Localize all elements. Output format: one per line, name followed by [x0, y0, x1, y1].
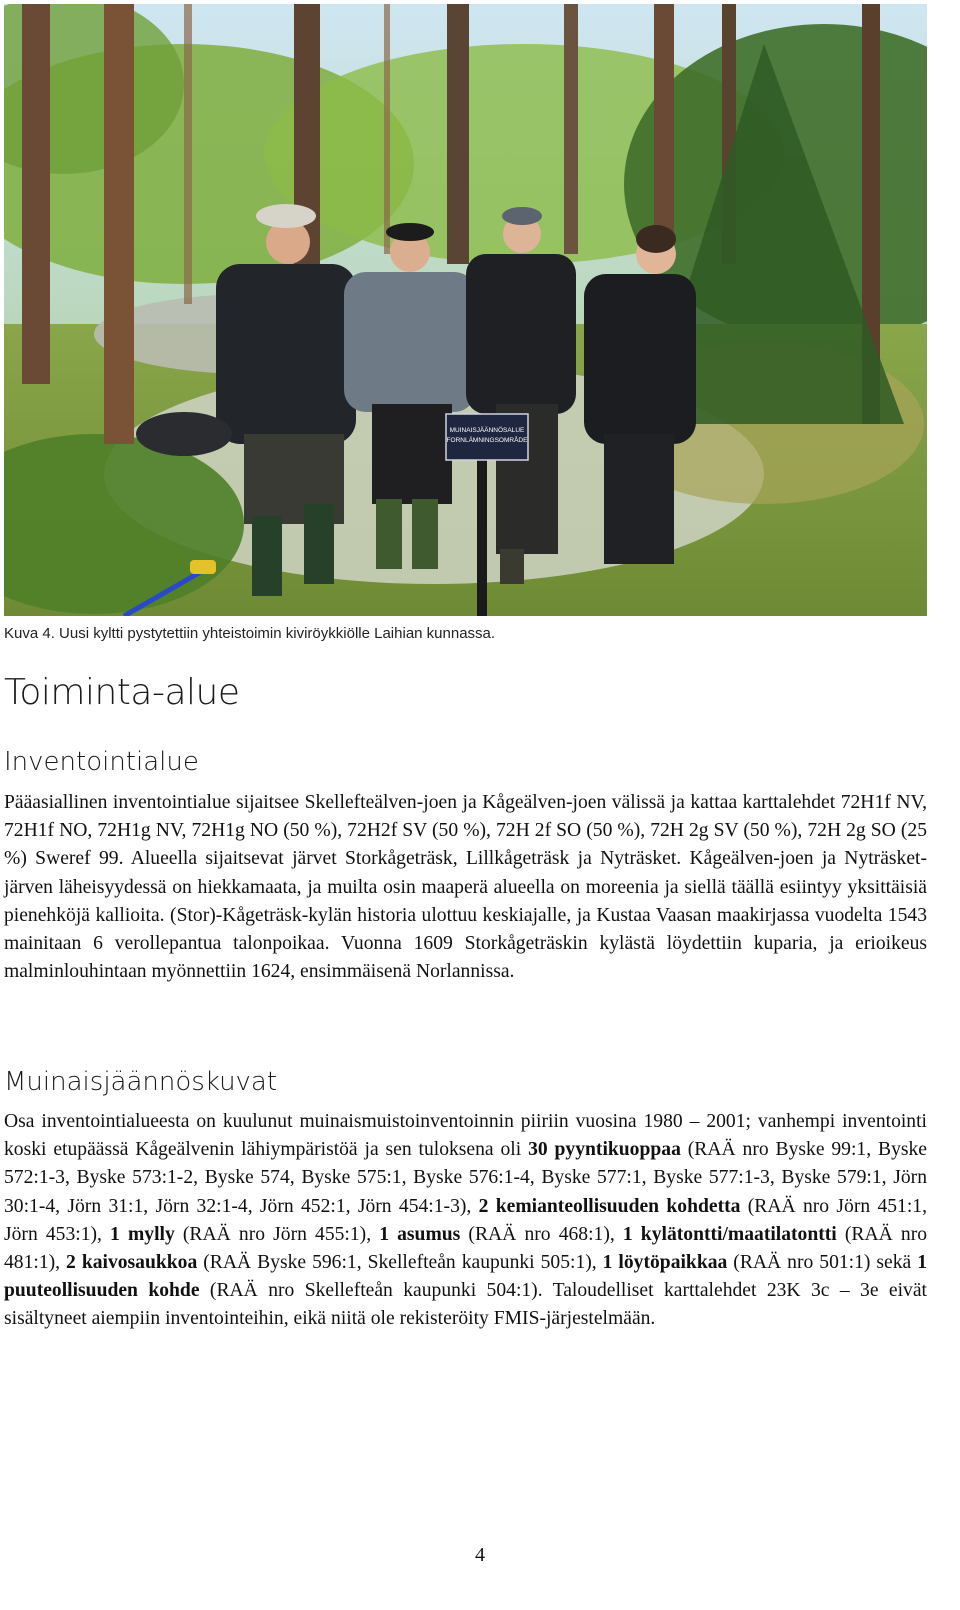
section-text-muinaisjaannoskuvat: [4, 1108, 927, 1334]
bold-segment: 1 asumus: [379, 1223, 461, 1245]
text-segment: (RAÄ nro Jörn 455:1),: [174, 1223, 380, 1245]
figure-caption: Kuva 4. Uusi kyltti pystytettiin yhteistoimin kiviröykkiölle Laihian kunnassa.: [4, 625, 496, 642]
text-segment: (RAÄ nro Jörn 451:1, Jörn 453:1),: [4, 1195, 927, 1245]
text-segment: (RAÄ nro Skellefteån kaupunki 504:1). Taloudelliset karttalehdet 23K 3c – 3e eivät sisältyneet aiempiin inventointeihin, eikä niitä ole rekisteröity FMIS-järjestelmään.: [4, 1280, 927, 1330]
shovel-grip: [190, 560, 216, 574]
text-segment: (RAÄ Byske 596:1, Skellefteån kaupunki 505:1),: [197, 1252, 603, 1274]
bold-segment: 1 mylly: [110, 1223, 175, 1245]
text-segment: Osa inventointialueesta on kuulunut muinaismuistoinventoinnin piiriin vuosina 1980 – 2001; vanhempi inventointi koski etupäässä Kågeälvenin lähiympäristöä ja sen tuloksena oli: [4, 1111, 927, 1161]
bold-segment: 30 pyyntikuoppaa: [528, 1139, 681, 1161]
forest-photo: [4, 4, 927, 616]
text-segment: (RAÄ nro 468:1),: [460, 1223, 623, 1245]
photo-illustration: [4, 4, 927, 616]
section-title-inventointialue: Inventointialue: [4, 747, 199, 777]
section-text-inventointialue: Pääasiallinen inventointialue sijaitsee Skellefteälven-joen ja Kågeälven-joen välissä ja kattaa karttalehdet 72H1f NV, 72H1f NO, 72H1g NV, 72H1g NO (50 %), 72H2f SV (50 %), 72H 2f SO (50 %), 72H 2g SV (50 %), 72H 2g SO (25 %) Sweref 99. Alueella sijaitsevat järvet Storkågeträsk, Lillkågeträsk ja Nyträsket. Kågeälven-joen ja Nyträsket-järven läheisyydessä on hiekkamaata, ja muilta osin maaperä alueella on moreenia ja siellä täällä esiintyy yksittäisiä pienehköjä kallioita. (Stor)-Kågeträsk-kylän historia ulottuu keskiajalle, ja Kustaa Vaasan maakirjassa vuodelta 1543 mainitaan 6 verollepantua talonpoikaa. Vuonna 1609 Storkågeträskin kylästä löydettiin kuparia, ja erioikeus malminlouhintaan myönnettiin 1624, ensimmäisenä Norlannissa.: [4, 792, 927, 983]
bold-segment: 1 löytöpaikkaa: [602, 1252, 728, 1274]
sign-post: [477, 454, 487, 616]
text-segment: (RAÄ nro 481:1),: [4, 1223, 928, 1274]
text-segment: (RAÄ nro Byske 99:1, Byske 572:1-3, Byske 573:1-2, Byske 574, Byske 575:1, Byske 576:1-4, Byske 577:1, Byske 577:1-3, Byske 579:1, Jörn 30:1-4, Jörn 31:1, Jörn 32:1-4, Jörn 452:1, Jörn 454:1-3),: [4, 1139, 927, 1217]
page-number: 4: [475, 1544, 485, 1566]
bold-segment: 2 kaivosaukkoa: [66, 1252, 198, 1274]
sign-text-2: FORNLÄMNINGSOMRÅDE: [446, 437, 528, 444]
text-segment: (RAÄ nro 501:1) sekä: [727, 1252, 918, 1274]
bold-segment: 2 kemianteollisuuden kohdetta: [478, 1195, 741, 1217]
bold-segment: 1 puuteollisuuden kohde: [4, 1252, 928, 1302]
sign-text-1: MUINAISJÄÄNNÖSALUE: [449, 427, 525, 434]
page-heading: Toiminta-alue: [4, 672, 240, 713]
bold-segment: 1 kylätontti/maatilatontti: [622, 1223, 837, 1245]
section-title-muinaisjaannoskuvat: Muinaisjäännöskuvat: [4, 1067, 278, 1097]
backpack: [136, 412, 232, 456]
